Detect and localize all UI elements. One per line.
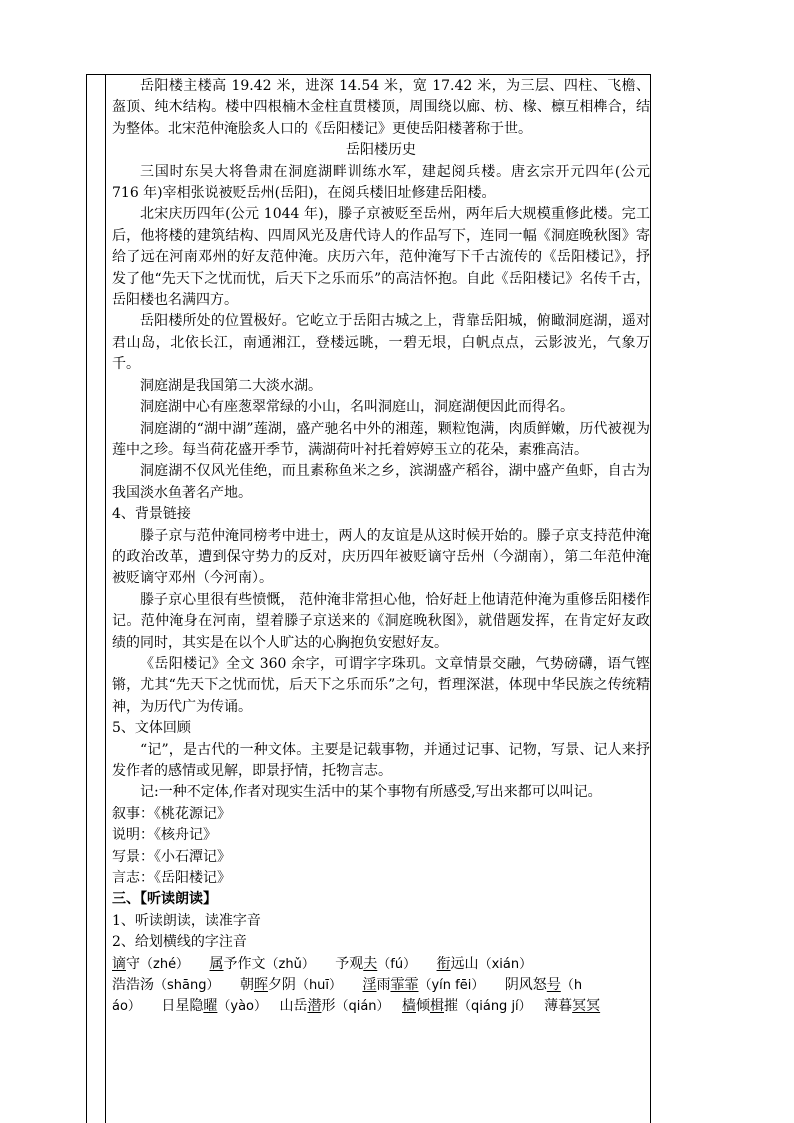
table-right-border (650, 74, 651, 1123)
genre-example-aspiration: 言志：《岳阳楼记》 (112, 870, 231, 887)
pinyin-line-2 (112, 975, 650, 996)
reading-task-1: 1、听读朗读，读准字音 (112, 912, 261, 929)
section-heading-genre: 5、文体回顾 (112, 720, 191, 737)
section-heading-background: 4、背景链接 (112, 506, 191, 523)
pinyin-item: 衔远山（xián） (436, 955, 533, 972)
reading-task-2: 2、给划横线的字注音 (112, 934, 247, 951)
pinyin-item: 予观夫（fú） (335, 955, 417, 972)
pinyin-line-3 (112, 996, 650, 1017)
paragraph-background-1: 滕子京与范仲淹同榜考中进士，两人的友谊是从这时候开始的。滕子京支持范仲淹的政治改革，遭到保守势力的反对，庆历四年被贬谪守岳州（今湖南），第二年范仲淹被贬谪守邓州（今河南）。 (112, 527, 650, 587)
section-heading-history: 岳阳楼历史 (346, 142, 416, 159)
section-heading-reading: 三、【听读朗读】 (112, 891, 217, 908)
table-top-border (86, 74, 650, 75)
paragraph-lake-4: 洞庭湖不仅风光佳绝，而且素称鱼米之乡，滨湖盛产稻谷，湖中盛产鱼虾，自古为我国淡水鱼著名产地。 (112, 463, 650, 501)
paragraph-background-3: 《岳阳楼记》全文 360 余字，可谓字字珠玑。文章情景交融，气势磅礴，语气铿锵，尤其“先天下之忧而忧，后天下之乐而乐”之句，哲理深湛，体现中华民族之传统精神，为历代广为传诵。 (112, 655, 650, 715)
table-outer-left-border (86, 74, 87, 1123)
paragraph-main-building: 岳阳楼主楼高 19.42 米，进深 14.54 米，宽 17.42 米，为三层、四柱、飞檐、盔顶、纯木结构。楼中四根楠木金柱直贯楼顶，周围绕以廊、枋、椽、檩互相榫合，结为整体。北宋范仲淹脍炙人口的《岳阳楼记》更使岳阳楼著称于世。 (112, 78, 650, 137)
genre-example-explanation: 说明：《核舟记》 (112, 827, 217, 844)
paragraph-genre-2: 记:一种不定体,作者对现实生活中的某个事物有所感受,写出来都可以叫记。 (140, 784, 602, 801)
pinyin-item: 日星隐曜（yào） (161, 998, 267, 1015)
paragraph-history-2: 北宋庆历四年(公元 1044 年)，滕子京被贬至岳州，两年后大规模重修此楼。完工后，他将楼的建筑结构、四周风光及唐代诗人的作品写下，连同一幅《洞庭晚秋图》寄给了远在河南邓州的好友范仲淹。庆历六年，范仲淹写下千古流传的《岳阳楼记》，抒发了他“先天下之忧而忧，后天下之乐而乐”的高洁怀抱。自此《岳阳楼记》名传千古，岳阳楼也名满四方。 (112, 206, 650, 309)
paragraph-genre-1: “记”，是古代的一种文体。主要是记载事物，并通过记事、记物，写景、记人来抒发作者的感情或见解，即景抒情，托物言志。 (112, 741, 650, 779)
pinyin-item: 朝晖夕阴（huī） (239, 977, 343, 994)
paragraph-location: 岳阳楼所处的位置极好。它屹立于岳阳古城之上，背靠岳阳城，俯瞰洞庭湖，遥对君山岛，北依长江，南通湘江，登楼远眺，一碧无垠，白帆点点，云影波光，气象万千。 (112, 313, 650, 373)
genre-example-scenery: 写景：《小石潭记》 (112, 848, 231, 865)
pinyin-continuation: áo） (112, 999, 141, 1015)
pinyin-item: 谪守（zhé） (112, 955, 190, 972)
pinyin-item: 阴风怒号（h (504, 977, 583, 994)
paragraph-background-2: 滕子京心里很有些愤慨， 范仲淹非常担心他，恰好赶上他请范仲淹为重修岳阳楼作记。范仲淹身在河南，望着滕子京送来的《洞庭晚秋图》，就借题发挥，在肯定好友政绩的同时，其实是在以个人旷达的心胸抱负安慰好友。 (112, 591, 650, 651)
document-body (112, 76, 650, 1018)
paragraph-lake-1: 洞庭湖是我国第二大淡水湖。 (140, 377, 322, 394)
pinyin-item: 属予作文（zhǔ） (209, 955, 315, 972)
pinyin-item: 山岳潜形（qián） (279, 998, 390, 1015)
pinyin-item: 浩浩汤（shāng） (112, 977, 220, 994)
genre-example-narrative: 叙事：《桃花源记》 (112, 805, 231, 822)
paragraph-lake-2: 洞庭湖中心有座葱翠常绿的小山，名叫洞庭山，洞庭湖便因此而得名。 (140, 399, 574, 416)
table-inner-left-border (105, 74, 106, 1123)
paragraph-history-1: 三国时东吴大将鲁肃在洞庭湖畔训练水军，建起阅兵楼。唐玄宗开元四年(公元 716 年)宰相张说被贬岳州(岳阳)，在阅兵楼旧址修建岳阳楼。 (112, 163, 650, 202)
pinyin-item: 薄暮冥冥 (544, 998, 601, 1015)
pinyin-item: 淫雨霏霏（yín fēi） (362, 977, 485, 994)
paragraph-lake-3: 洞庭湖的“湖中湖”莲湖，盛产驰名中外的湘莲，颗粒饱满，肉质鲜嫩，历代被视为莲中之珍。每当荷花盛开季节，满湖荷叶衬托着婷婷玉立的花朵，素雅高洁。 (112, 420, 650, 458)
pinyin-line-1 (112, 954, 650, 975)
pinyin-item: 樯倾楫摧（qiáng jí） (401, 998, 532, 1015)
